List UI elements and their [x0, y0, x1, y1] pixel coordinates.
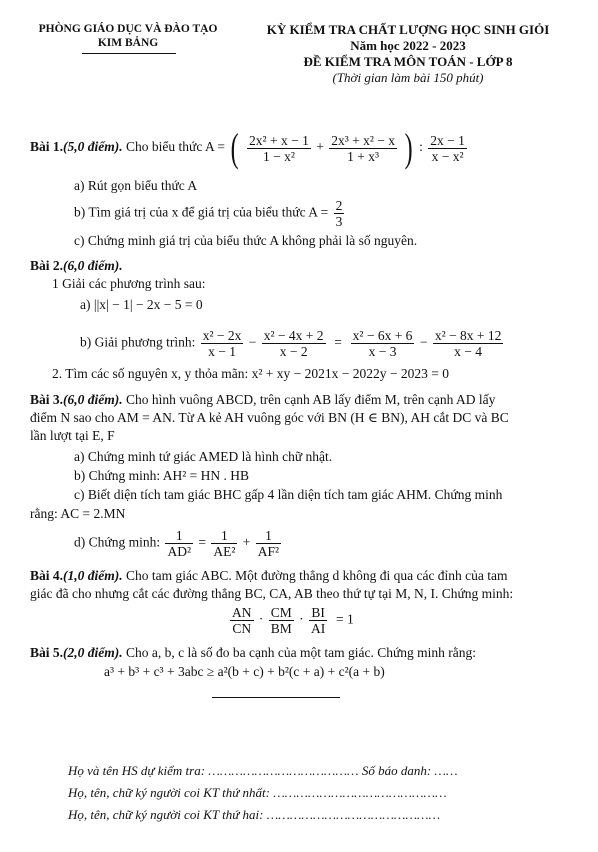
bai4-dot-2: · [299, 611, 304, 627]
bai3-d-frac-2: $\frac{1}{\text{AE²}}$ [213, 528, 236, 559]
bai1-label: Bài 1. [30, 139, 64, 155]
bai1-part-b-text: b) Tìm giá trị của x để giá trị của biểu thức A = [74, 204, 329, 220]
bai2-frac-2: $\frac{\text{x² − 4x + 2}}{x - 2}$ [263, 328, 324, 359]
bai1-points: (5,0 điểm). [63, 139, 123, 155]
bai3-line-3: lần lượt tại E, F [30, 428, 115, 443]
bai2-subtask-2: 2. Tìm các số nguyên x, y thỏa mãn: x² + xy − 2021x − 2022y − 2023 = 0 [52, 366, 449, 381]
bai1-A: A = [204, 139, 225, 155]
bai2-part-b [80, 328, 505, 359]
bai2-subtask-1: 1 Giải các phương trình sau: [52, 276, 206, 291]
bai3-d-frac-3: $\frac{1}{\text{AF²}}$ [257, 528, 280, 559]
footer-proctor-2-line: Họ, tên, chữ ký người coi KT thứ hai: ……………………………………… [68, 807, 441, 822]
bai2-minus-1: − [248, 334, 257, 350]
bai5-text-1: Cho a, b, c là số đo ba cạnh của một tam giác. Chứng minh rằng: [126, 645, 477, 660]
bai5-line-1 [30, 645, 476, 661]
bai4-line-2: giác đã cho nhưng cắt các đường thẳng BC, CA, AB theo thứ tự tại M, N, I. Chứng minh: [30, 586, 514, 601]
bai2-frac-3: $\frac{\text{x² − 6x + 6}}{x - 3}$ [352, 328, 413, 359]
issuer-underline [82, 53, 176, 54]
bai3-part-a: a) Chứng minh tứ giác AMED là hình chữ nhật. [74, 449, 333, 464]
bai2-frac-1: $\frac{\text{x² − 2x}}{x - 1}$ [202, 328, 242, 359]
time-limit: (Thời gian làm bài 150 phút) [332, 70, 484, 85]
bai3-part-c-2: rằng: AC = 2.MN [30, 506, 126, 521]
bai3-d-plus: + [242, 534, 251, 550]
bai3-part-d [74, 528, 283, 559]
exam-title: KỲ KIỂM TRA CHẤT LƯỢNG HỌC SINH GIỎI [266, 22, 550, 37]
bai1-colon: : [419, 139, 423, 155]
bai2-heading [30, 258, 123, 274]
subject-line: ĐỀ KIỂM TRA MÔN TOÁN - LỚP 8 [303, 54, 513, 69]
bai3-line-1 [30, 392, 495, 408]
bai2-frac-4: $\frac{\text{x² − 8x + 12}}{x - 4}$ [434, 328, 502, 359]
bai2-part-a: a) ||x| − 1| − 2x − 5 = 0 [80, 297, 203, 312]
bai4-points: (1,0 điểm). [63, 568, 123, 583]
bai1-part-c: c) Chứng minh giá trị của biểu thức A không phải là số nguyên. [74, 233, 418, 248]
footer-student-line: Họ và tên HS dự kiểm tra: ………………………………… Số báo danh: …… [68, 763, 458, 778]
bai2-points: (6,0 điểm). [63, 258, 123, 273]
bai2-minus-2: − [419, 334, 428, 350]
exam-title-block [238, 22, 578, 86]
issuer-block [28, 22, 228, 50]
bai4-text-1: Cho tam giác ABC. Một đường thẳng d không đi qua các đỉnh của tam [126, 568, 508, 583]
bai4-dot-1: · [258, 611, 264, 627]
bai3-d-frac-1: $\frac{1}{\text{AD²}}$ [167, 528, 191, 559]
right-paren: ) [405, 125, 414, 170]
bai1-intro: Cho biểu thức [126, 139, 203, 155]
bai1-plus: + [316, 139, 324, 155]
school-year: Năm học 2022 - 2023 [350, 38, 466, 53]
bai4-line-1 [30, 568, 508, 584]
issuer-name: PHÒNG GIÁO DỤC VÀ ĐÀO TẠO [38, 23, 218, 35]
bai2-label: Bài 2. [30, 258, 64, 273]
bai3-text-1: Cho hình vuông ABCD, trên cạnh AB lấy điểm M, trên cạnh AD lấy [126, 392, 496, 407]
issuer-district: KIM BẢNG [97, 37, 159, 49]
bai4-equals: = 1 [336, 611, 354, 627]
bai4-formula [228, 605, 354, 636]
bai5-label: Bài 5. [30, 645, 64, 660]
bai5-inequality: a³ + b³ + c³ + 3abc ≥ a²(b + c) + b²(c + a) + c²(a + b) [104, 664, 385, 679]
bai1-part-a: a) Rút gọn biểu thức A [74, 178, 198, 193]
bai3-points: (6,0 điểm). [63, 392, 123, 407]
bai3-label: Bài 3. [30, 392, 64, 407]
bai1-part-b-fraction: $\frac{2}{3}$ [335, 198, 343, 229]
footer-proctor-1-line: Họ, tên, chữ ký người coi KT thứ nhất: ……………………………………… [68, 785, 447, 800]
bai3-part-c-1: c) Biết diện tích tam giác BHC gấp 4 lần diện tích tam giác AHM. Chứng minh [74, 487, 503, 502]
bai3-part-d-intro: d) Chứng minh: [74, 534, 161, 550]
bai3-part-b: b) Chứng minh: AH² = HN . HB [74, 468, 249, 483]
bai3-d-equals: = [198, 534, 206, 550]
bai5-points: (2,0 điểm). [63, 645, 123, 660]
left-paren: ( [231, 125, 240, 170]
bai3-line-2: điểm N sao cho AM = AN. Từ A kẻ AH vuông góc với BN (H ∈ BN), AH cắt DC và BC [30, 410, 509, 425]
bai2-part-b-intro: b) Giải phương trình: [80, 334, 196, 350]
bai1-fraction-2: $\frac{\text{2x³ + x² − x}}{\text{1 + x³}}$ [331, 132, 396, 164]
bai1-statement [30, 125, 469, 170]
bai1-fraction-3: $\frac{2x - 1}{\text{x − x²}}$ [430, 132, 465, 164]
bai4-frac-2: $\frac{CM}{BM}$ [270, 605, 292, 636]
bai2-equals: = [334, 334, 342, 350]
bai1-part-b [74, 198, 346, 229]
bai4-frac-1: $\frac{AN}{CN}$ [232, 605, 252, 636]
bai4-frac-3: $\frac{BI}{AI}$ [311, 605, 326, 636]
bai1-fraction-1: $\frac{\text{2x² + x − 1}}{\text{1 − x²}}$ [249, 132, 309, 164]
end-divider [212, 697, 340, 698]
bai4-label: Bài 4. [30, 568, 64, 583]
